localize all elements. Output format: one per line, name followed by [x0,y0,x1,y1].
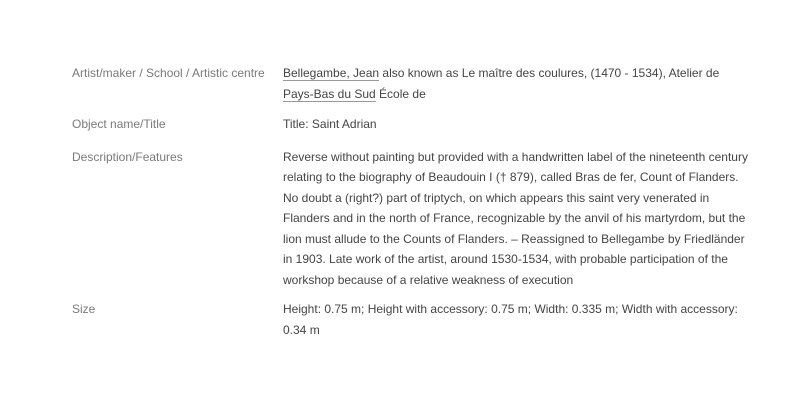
size-value: Height: 0.75 m; Height with accessory: 0.75 m; Width: 0.335 m; Width with accessory: 0.34 m [283,302,738,337]
description-row [72,147,752,291]
size-row [72,299,752,340]
school-link[interactable]: Pays-Bas du Sud [283,86,376,101]
description-label: Description/Features [72,149,183,164]
artist-value [283,63,752,104]
artist-label: Artist/maker / School / Artistic centre [72,66,265,80]
title-row [72,114,752,135]
artist-details: also known as Le maître des coulures, (1470 - 1534), Atelier de [379,66,720,80]
title-label: Object name/Title [72,117,166,131]
description-paragraph: Reverse without painting but provided with a handwritten label of the nineteenth century relating to the biography of Beaudouin I († 879), called Bras de fer, Count of Flanders. [283,149,748,184]
artwork-record [72,63,752,340]
faded-next-row [283,354,743,368]
title-value: Title: Saint Adrian [283,117,377,131]
school-suffix: École de [375,86,426,101]
description-value [283,147,752,291]
artist-row [72,63,752,104]
artist-link[interactable]: Bellegambe, Jean [283,66,380,80]
description-paragraph: No doubt a (right?) part of triptych, on which appears this saint very venerated in Flanders and in the north of France, recognizable by the anvil of his martyrdom, but the lion must allude to the Counts of Flanders. – Reassigned to Bellegambe by Friedländer in 1903. Late work of the artist, around 1530-1534, with probable participation of the workshop because of a relative weakness of execution [283,190,746,287]
size-label: Size [72,302,96,316]
